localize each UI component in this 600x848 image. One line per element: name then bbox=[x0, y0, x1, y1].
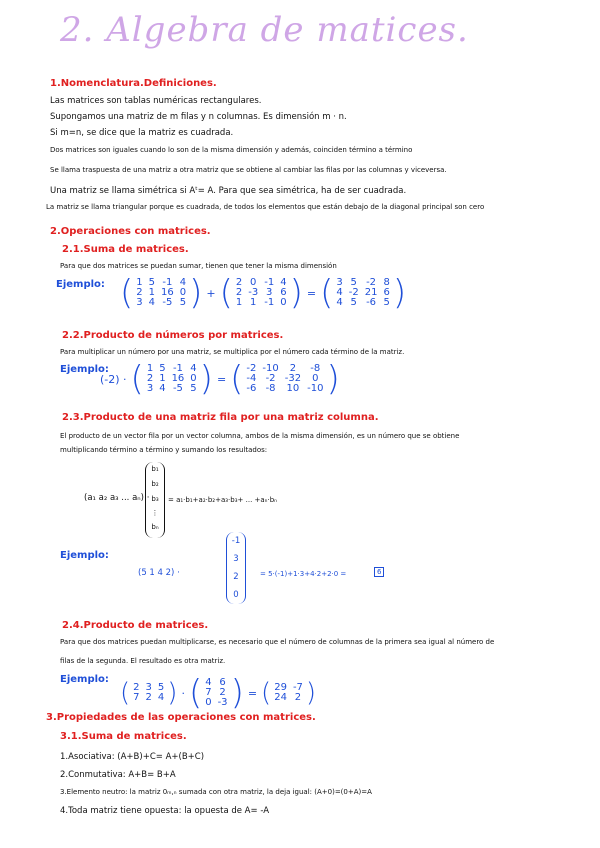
matrix-row bbox=[243, 384, 326, 394]
matrix-cell: -6 bbox=[366, 297, 377, 308]
matrix-cell: 4 bbox=[148, 297, 156, 308]
property-2: 2.Conmutativa: A+B= B+A bbox=[60, 770, 176, 780]
s2-2-ejemplo: Ejemplo: bbox=[60, 364, 109, 375]
s1-line-6: Una matriz se llama simétrica si Aᵗ= A. Para que sea simétrica, ha de ser cuadrada. bbox=[50, 186, 407, 196]
matrix-cell: 6 bbox=[219, 677, 226, 688]
matrix-cell: 4 bbox=[280, 277, 287, 288]
s2-4-text-2: filas de la segunda. El resultado es otra matriz. bbox=[60, 657, 226, 665]
matrix-cell: 0 bbox=[312, 373, 319, 384]
equals-sign: = bbox=[306, 286, 317, 300]
matrix-cell: 5 bbox=[159, 363, 166, 374]
matrix-cell: -6 bbox=[246, 383, 257, 394]
matrix-cell: 16 bbox=[161, 287, 174, 298]
matrix-scalar-result bbox=[243, 364, 326, 394]
col-dots: ⋮ bbox=[151, 509, 159, 517]
matrix-cell: 3 bbox=[336, 277, 343, 288]
matrix-cell: 0 bbox=[205, 697, 212, 708]
s2-4-text-1: Para que dos matrices puedan multiplicarse, es necesario que el número de columnas de la primera sea igual al número de bbox=[60, 638, 495, 646]
matrix-cell: 2 bbox=[235, 277, 243, 288]
matrix-cell: 2 bbox=[136, 287, 143, 298]
s2-2-heading: 2.2.Producto de números por matrices. bbox=[62, 330, 284, 341]
matrix-cell: 6 bbox=[280, 287, 287, 298]
plus-sign: + bbox=[206, 286, 216, 300]
matrix-cell: 4 bbox=[157, 692, 165, 703]
ex-col-1: -1 bbox=[231, 536, 241, 546]
s1-line-5: Se llama traspuesta de una matriz a otra matriz que se obtiene al cambiar las filas por las columnas y viceversa. bbox=[50, 166, 447, 174]
matrix-cell: 4 bbox=[179, 277, 187, 288]
matrix-a2 bbox=[144, 364, 200, 394]
matrix-cell: 5 bbox=[350, 277, 357, 288]
matrix-cell: 0 bbox=[190, 373, 197, 384]
matrix-cell: -8 bbox=[265, 383, 276, 394]
matrix-cell: -5 bbox=[162, 297, 173, 308]
section-1-heading: 1.Nomenclatura.Definiciones. bbox=[50, 78, 217, 89]
matrix-cell: 29 bbox=[274, 682, 287, 693]
ex-col-2: 3 bbox=[233, 554, 239, 564]
product-example: ( 2 3 5 7 2 4 ) · ( 4 6 7 2 0 -3 ) = ( 29 -7 24 2 ) bbox=[120, 673, 317, 713]
matrix-cell: 2 bbox=[235, 287, 243, 298]
matrix-cell: -5 bbox=[172, 383, 183, 394]
matrix-cell: 0 bbox=[280, 297, 287, 308]
matrix-cell: 4 bbox=[159, 383, 166, 394]
s1-line-4: Dos matrices son iguales cuando lo son de la misma dimensión y además, coinciden término a término bbox=[50, 146, 413, 154]
matrix-cell: 5 bbox=[148, 277, 156, 288]
matrix-cell: 2 bbox=[294, 692, 302, 703]
matrix-cell: -10 bbox=[307, 383, 324, 394]
matrix-cell: -3 bbox=[248, 287, 259, 298]
section-3-heading: 3.Propiedades de las operaciones con matrices. bbox=[46, 712, 316, 723]
matrix-a bbox=[133, 278, 189, 308]
row-vector: (a₁ a₂ a₃ ... aₙ) · bbox=[84, 493, 150, 503]
matrix-sum-result bbox=[333, 278, 392, 308]
matrix-cell: 3 bbox=[146, 383, 154, 394]
s2-3-text-1: El producto de un vector fila por un vector columna, ambos de la misma dimensión, es un número que se obtiene bbox=[60, 432, 460, 440]
matrix-cell: 7 bbox=[205, 687, 212, 698]
property-1: 1.Asociativa: (A+B)+C= A+(B+C) bbox=[60, 752, 205, 762]
matrix-cell: 2 bbox=[133, 682, 140, 693]
matrix-cell: 2 bbox=[219, 687, 226, 698]
matrix-cell: 3 bbox=[266, 287, 273, 298]
matrix-cell: -10 bbox=[262, 363, 279, 374]
matrix-cell: 5 bbox=[350, 297, 357, 308]
matrix-cell: 2 bbox=[289, 363, 297, 374]
scalar: (-2) · bbox=[100, 372, 127, 386]
example-answer-box: 6 bbox=[374, 567, 384, 577]
example-dot-result: = 5·(-1)+1·3+4·2+2·0 = bbox=[260, 570, 347, 578]
matrix-row bbox=[133, 298, 189, 308]
matrix-cell: 1 bbox=[148, 287, 156, 298]
example-row-vector: (5 1 4 2) · bbox=[138, 568, 180, 578]
s2-1-heading: 2.1.Suma de matrices. bbox=[62, 244, 189, 255]
matrix-cell: -1 bbox=[162, 277, 173, 288]
matrix-cell: -2 bbox=[246, 363, 257, 374]
matrix-cell: 2 bbox=[146, 373, 154, 384]
matrix-product-result bbox=[271, 683, 306, 703]
matrix-cell: 0 bbox=[250, 277, 257, 288]
matrix-cell: -4 bbox=[246, 373, 257, 384]
matrix-a3 bbox=[130, 683, 167, 703]
example-column-vector bbox=[226, 532, 246, 604]
matrix-cell: 1 bbox=[159, 373, 166, 384]
s2-3-heading: 2.3.Producto de una matriz fila por una matriz columna. bbox=[62, 412, 379, 423]
s2-1-text: Para que dos matrices se puedan sumar, tienen que tener la misma dimensión bbox=[60, 262, 337, 270]
equals-sign-2: = bbox=[216, 372, 227, 386]
matrix-cell: 1 bbox=[146, 363, 154, 374]
matrix-cell: 1 bbox=[250, 297, 257, 308]
matrix-b bbox=[233, 278, 290, 308]
matrix-b3 bbox=[202, 678, 230, 708]
matrix-cell: 3 bbox=[145, 682, 152, 693]
matrix-cell: -7 bbox=[292, 682, 303, 693]
col-bn: bₙ bbox=[151, 523, 159, 531]
dot-sign: · bbox=[181, 686, 185, 700]
s3-1-heading: 3.1.Suma de matrices. bbox=[60, 731, 187, 742]
matrix-cell: -32 bbox=[284, 373, 302, 384]
matrix-cell: -2 bbox=[348, 287, 359, 298]
col-b2: b₂ bbox=[151, 480, 159, 488]
matrix-cell: -1 bbox=[264, 297, 275, 308]
matrix-cell: 4 bbox=[205, 677, 212, 688]
col-b1: b₁ bbox=[151, 465, 159, 473]
matrix-cell: 4 bbox=[336, 287, 343, 298]
matrix-row bbox=[144, 384, 200, 394]
matrix-cell: 5 bbox=[383, 297, 390, 308]
matrix-cell: 3 bbox=[136, 297, 143, 308]
matrix-row bbox=[130, 693, 167, 703]
matrix-cell: 0 bbox=[179, 287, 187, 298]
matrix-cell: 24 bbox=[274, 692, 287, 703]
matrix-cell: -1 bbox=[172, 363, 183, 374]
s1-line-2: Supongamos una matriz de m filas y n columnas. Es dimensión m · n. bbox=[50, 112, 347, 122]
ex-col-3: 2 bbox=[233, 572, 239, 582]
matrix-row bbox=[202, 698, 230, 708]
s1-line-1: Las matrices son tablas numéricas rectangulares. bbox=[50, 96, 262, 106]
matrix-cell: 6 bbox=[383, 287, 390, 298]
property-4: 4.Toda matriz tiene opuesta: la opuesta de A= -A bbox=[60, 806, 270, 816]
matrix-row bbox=[333, 298, 392, 308]
matrix-cell: 21 bbox=[364, 287, 378, 298]
s2-4-ejemplo: Ejemplo: bbox=[60, 674, 109, 685]
dot-product-formula: = a₁·b₁+a₂·b₂+a₃·b₃+ ... +aₙ·bₙ bbox=[168, 496, 277, 504]
s2-1-ejemplo: Ejemplo: bbox=[56, 279, 105, 290]
equals-sign-3: = bbox=[247, 686, 258, 700]
matrix-cell: -8 bbox=[310, 363, 321, 374]
matrix-cell: -1 bbox=[264, 277, 275, 288]
s2-3-text-2: multiplicando término a término y sumando los resultados: bbox=[60, 446, 268, 454]
matrix-row bbox=[271, 693, 306, 703]
property-3: 3.Elemento neutro: la matriz 0ₘ,ₙ sumada con otra matriz, la deja igual: (A+0)=(0+A)=A bbox=[60, 788, 372, 796]
sum-example: ( 1 5 -1 4 2 1 16 0 3 4 -5 5 ) + ( 2 0 -1 4 2 -3 3 6 1 1 -1 0 ) = ( 3 5 -2 8 4 -2 21 6 4 5 -6 5 ) bbox=[120, 273, 407, 313]
matrix-cell: 5 bbox=[179, 297, 187, 308]
scalar-example: (-2) · ( 1 5 -1 4 2 1 16 0 3 4 -5 5 ) = ( -2 -10 2 -8 -4 -2 -32 0 -6 -8 10 -10 ) bbox=[96, 362, 340, 396]
section-2-heading: 2.Operaciones con matrices. bbox=[50, 226, 211, 237]
matrix-cell: -2 bbox=[366, 277, 377, 288]
matrix-row bbox=[233, 298, 290, 308]
page-title: 2. Algebra de matices. bbox=[60, 10, 469, 50]
matrix-cell: 5 bbox=[157, 682, 165, 693]
matrix-cell: -3 bbox=[217, 697, 228, 708]
matrix-cell: 1 bbox=[136, 277, 143, 288]
matrix-cell: 4 bbox=[336, 297, 343, 308]
matrix-cell: 4 bbox=[190, 363, 197, 374]
s2-4-heading: 2.4.Producto de matrices. bbox=[62, 620, 209, 631]
matrix-cell: 2 bbox=[145, 692, 152, 703]
s1-line-7: La matriz se llama triangular porque es cuadrada, de todos los elementos que están debajo de la diagonal principal son cero bbox=[46, 203, 485, 211]
matrix-cell: 7 bbox=[133, 692, 140, 703]
column-vector bbox=[145, 462, 165, 538]
s2-2-text: Para multiplicar un número por una matriz, se multiplica por el número cada término de la matriz. bbox=[60, 348, 405, 356]
s2-3-ejemplo: Ejemplo: bbox=[60, 550, 109, 561]
ex-col-4: 0 bbox=[233, 590, 239, 600]
col-b3: b₃ bbox=[151, 495, 159, 503]
matrix-cell: 10 bbox=[286, 383, 300, 394]
matrix-cell: 8 bbox=[383, 277, 390, 288]
s1-line-3: Si m=n, se dice que la matriz es cuadrada. bbox=[50, 128, 234, 138]
matrix-cell: 5 bbox=[190, 383, 197, 394]
matrix-cell: 1 bbox=[235, 297, 243, 308]
matrix-cell: -2 bbox=[265, 373, 276, 384]
matrix-cell: 16 bbox=[171, 373, 185, 384]
